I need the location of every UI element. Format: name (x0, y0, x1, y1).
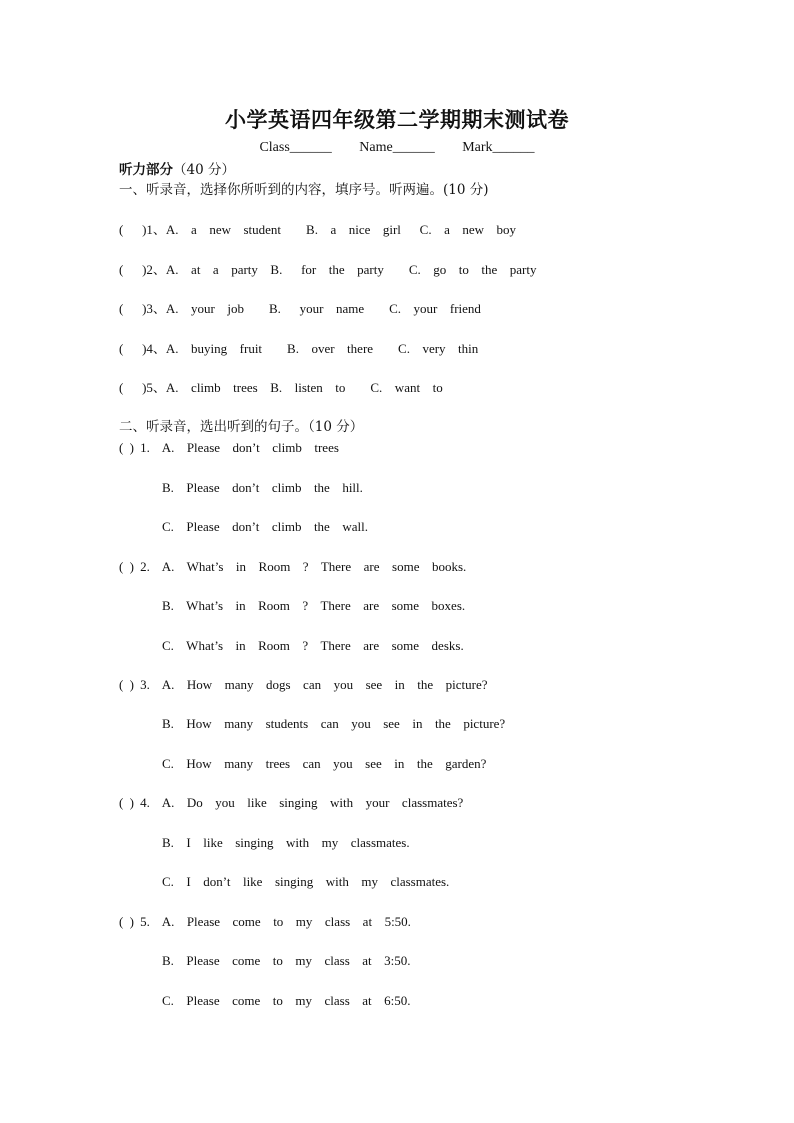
part-heading (119, 161, 235, 179)
student-info-line (0, 140, 794, 156)
part-heading-label: 听力部分 (119, 162, 173, 178)
section1-item-3: ( )3、A. your job B. your name C. your friend (119, 301, 481, 316)
section2-q5-option-a: ( ) 5. A. Please come to my class at 5:50. (119, 914, 411, 929)
section2-q4-option-b: B. I like singing with my classmates. (162, 835, 410, 850)
section2-q1-option-a: ( ) 1. A. Please don’t climb trees (119, 440, 339, 455)
section2-q4-option-a: ( ) 4. A. Do you like singing with your classmates? (119, 795, 464, 810)
section2-q2-option-c: C. What’s in Room ? There are some desks. (162, 638, 464, 653)
page-title: 小学英语四年级第二学期期末测试卷 (225, 107, 569, 132)
section1-item-5: ( )5、A. climb trees B. listen to C. want to (119, 380, 443, 395)
section1-title: 一、听录音，选择你所听到的内容，填序号。听两遍。(10 分) (119, 182, 489, 198)
section2-q3-option-b: B. How many students can you see in the picture? (162, 716, 506, 731)
section2-q1-option-c: C. Please don’t climb the wall. (162, 519, 368, 534)
section2-q4-option-c: C. I don’t like singing with my classmates. (162, 874, 450, 889)
section2-q3-option-c: C. How many trees can you see in the garden? (162, 756, 487, 771)
section2-q5-option-c: C. Please come to my class at 6:50. (162, 993, 411, 1008)
part-heading-score: （40 分） (173, 162, 235, 178)
section2-q3-option-a: ( ) 3. A. How many dogs can you see in the picture? (119, 677, 488, 692)
section2-title: 二、听录音，选出听到的句子。（10 分） (119, 419, 364, 435)
section1-item-2: ( )2、A. at a party B. for the party C. go to the party (119, 262, 537, 277)
section2-q5-option-b: B. Please come to my class at 3:50. (162, 953, 411, 968)
section2-q2-option-b: B. What’s in Room ? There are some boxes. (162, 598, 466, 613)
section1-item-4: ( )4、A. buying fruit B. over there C. very thin (119, 341, 479, 356)
mark-field[interactable]: Mark______ (462, 140, 535, 155)
section1-item-1: ( )1、A. a new student B. a nice girl C. a new boy (119, 222, 517, 237)
section2-q2-option-a: ( ) 2. A. What’s in Room ? There are some books. (119, 559, 467, 574)
section2-q1-option-b: B. Please don’t climb the hill. (162, 480, 363, 495)
class-field[interactable]: Class______ (259, 140, 332, 155)
name-field[interactable]: Name______ (359, 140, 435, 155)
